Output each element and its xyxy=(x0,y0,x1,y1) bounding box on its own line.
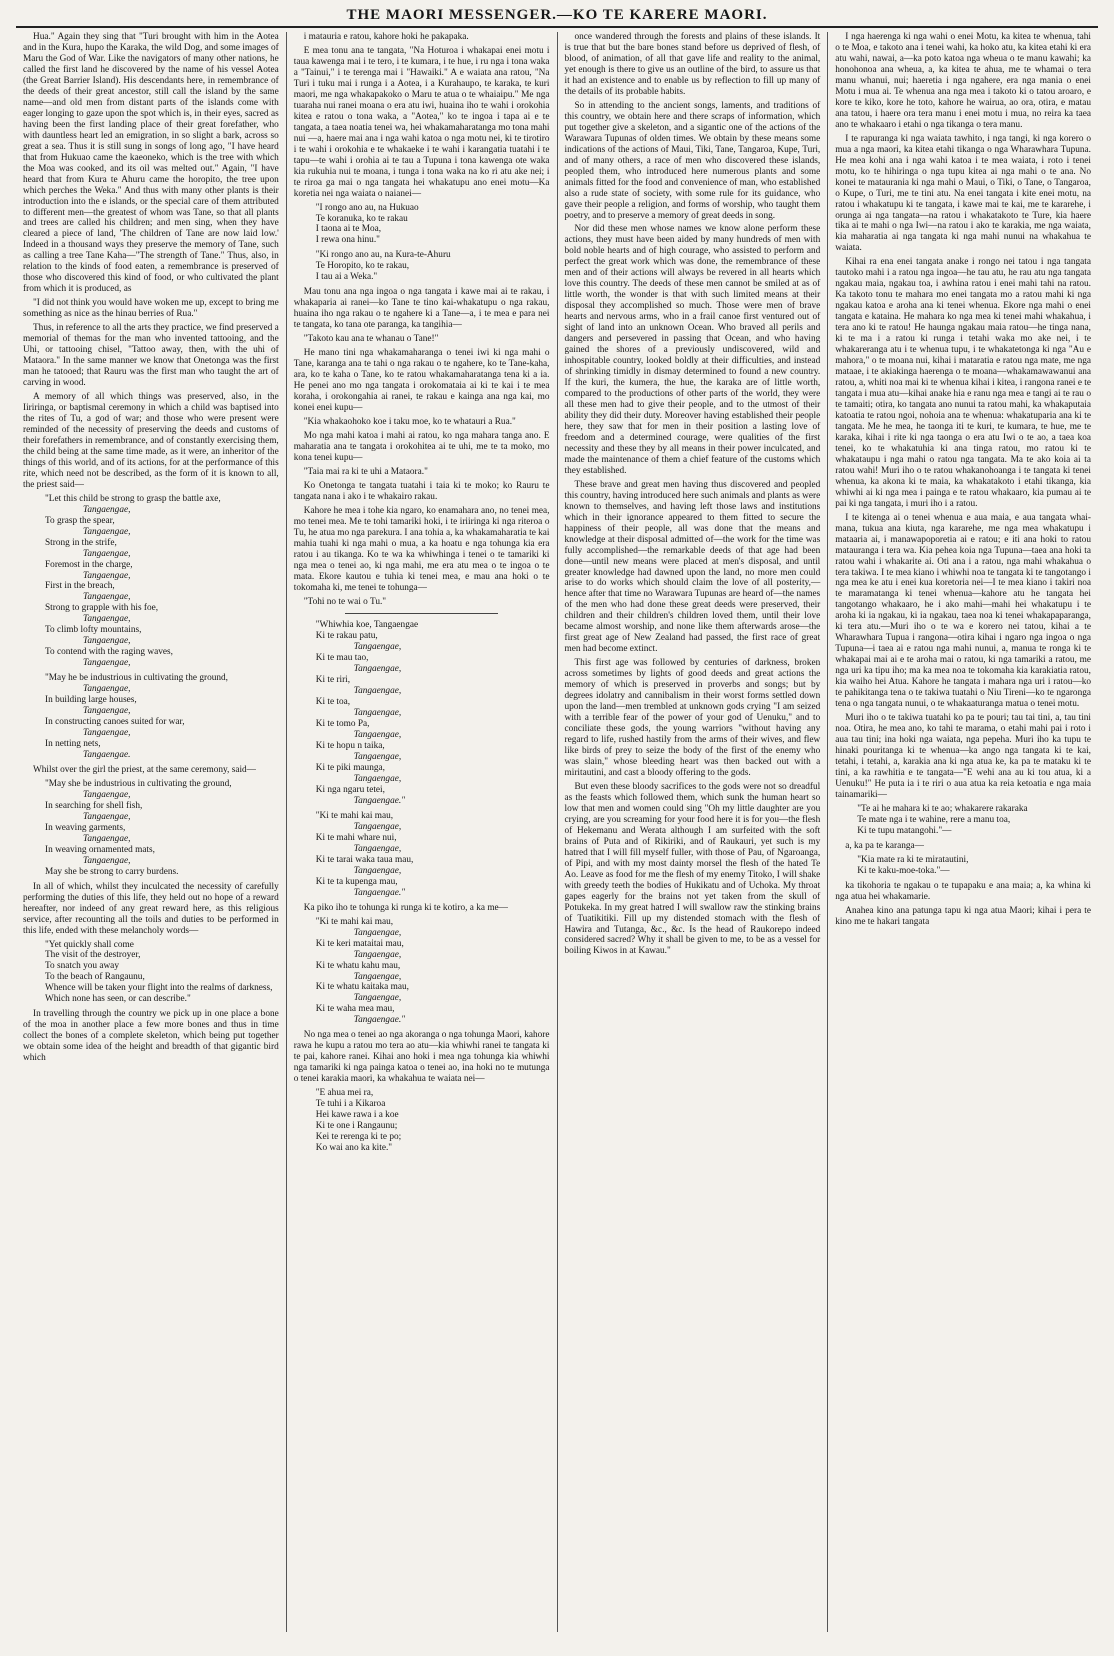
chant-refrain: Tangaengae." xyxy=(353,1015,406,1026)
paragraph: A memory of all which things was preserved, also, in the Iiriringa, or baptismal ceremony in which a child was baptised into the rites of Tu, a god of war; and those who were present were reminded of the necessity of preserving the deeds and customs of their forefathers in remembrance, and of constantly exercising them, the child being at the same time made, as it were, an inheritor of the things of this world, and of its actions, for at the performance of this rite, which need not be described, as the form of it is known to all, the priest said— xyxy=(23,392,279,490)
chant-line: "Let this child be strong to grasp the battle axe, xyxy=(45,493,221,504)
chant-line: "May she be industrious in cultivating the ground, xyxy=(45,778,232,789)
chant-line: To snatch you away xyxy=(45,961,119,972)
paragraph: once wandered through the forests and plains of these islands. It is true that but the bare bones stand before us deprived of flesh, of blood, of animation, of all that gave life and reality to the animal, yet enough is there to give us an outline of the bird, to assure us that it had an existence and to enable us by reflection to fill up many of the details of its probable habits. xyxy=(564,32,821,97)
chant-block xyxy=(23,494,279,670)
chant-line: Ki te mahi whare nui, xyxy=(315,832,397,843)
paragraph: These brave and great men having thus discovered and peopled this country, having introduced here such animals and plants as were known to themselves, and having left those laws and institutions which in their ignorance appeared to them fitted to secure the happiness of their people, all was done that the means and knowledge at their disposal admitted of—the work for the time was fully accomplished—the remarkable deeds of that age had been done—until new means were placed at men's disposal, and until greater knowledge had dawned upon the land, no more men could arise to do works which should claim the love of all posterity,—hence after that time no Warawara Tupunas are heard of—the names of the men who had done these great deeds were preserved, their children and their children's children loved them, until their love became almost worship, and none like them afterwards arose—the first great age of New Zealand had passed, the first race of great men had become extinct. xyxy=(564,479,821,655)
paragraph: In travelling through the country we pick up in one place a bone of the moa in another place a few more bones and thus in time collect the bones of a complete skeleton, which being put together we obtain some idea of the height and breadth of that gigantic bird which xyxy=(23,1009,279,1064)
chant-line: Whence will be taken your flight into the realms of darkness, xyxy=(45,983,273,994)
paragraph: I nga haerenga ki nga wahi o enei Motu, ka kitea te whenua, tahi o te Moa, e takoto ana i tenei wahi, ka hoko atu, ka kitea etahi ki era atu wahi, nawai, a—ka poto katoa nga wheua o te manu kawahi; ka honohonoa ana wheua, a, ka kitea te ahua, me te whamai o tera manu whanui, nui; haeretia i nga ngahere, era nga mania o enei Motu i mua ai. Te whenua ana nga mea i takoto ki o tatou aroaro, e kore te kiko, kore he toto, kahore he wairua, ao ora, otira, e matau ana tatou, i haere ora tera manu i enei motu i mua, no reira ka taea ano te whakaaro i etahi o nga tikanga o tera manu. xyxy=(835,32,1091,130)
chant-refrain: Tangaengae, xyxy=(83,684,131,695)
chant-line: I rewa ona hinu." xyxy=(315,235,380,246)
chant-block xyxy=(835,804,1091,837)
chant-refrain: Tangaengae, xyxy=(353,843,402,854)
paragraph: Muri iho o te takiwa tuatahi ko pa te pouri; tau tai tini, a, tau tini noa. Otira, he mea ano, ko tahi te marama, o etahi mahi pai i roto i aua tau tini; ina hoki nga waiata, nga pepeha. Muri iho ka tupu te hinaki pouritanga ki te whenua—ka ango nga tangata ki te kai, tetahi, i tetahi, a, karakia ana ki nga atua ke, ka pa te mataku ki te tini, a ka rawhitia e te tangata—"E wehi ana au ki tou atua, ki a Uenuku!" He puta ia i te riri o aua atua ka reia ketoatia e nga maia tainamariki— xyxy=(835,713,1091,800)
chant-line: "Ki te mahi kai mau, xyxy=(315,810,394,821)
chant-line: Ko wai ano ka kite." xyxy=(315,1143,393,1154)
chant-block xyxy=(294,917,550,1027)
chant-refrain: Tangaengae, xyxy=(83,728,131,739)
quote: "Taia mai ra ki te uhi a Mataora." xyxy=(303,466,428,477)
chant-line: Hei kawe rawa i a koe xyxy=(315,1110,399,1121)
chant-refrain: Tangaengae. xyxy=(83,750,131,760)
chant-line: Ki te waha mea mau, xyxy=(315,1004,395,1015)
column-1-english xyxy=(16,32,287,1632)
chant-refrain: Tangaengae, xyxy=(83,570,131,581)
chant-line: I tau ai a Weka." xyxy=(315,272,378,283)
paragraph: I te kitenga ai o tenei whenua e aua maia, e aua tangata whai-mana, tukua ana kiuta, nga kararehe, me nga mea whakatupu i mataaria ai, i manawapoporetia ai e ratou; e iti ana hoki to ratou matauranga i tera wa. Kia pehea koia nga Tupuna—taea ana hoki ta ratou wahi i whakarite ai. Oti ana i a ratou, nga mahi whakahua o tera takiwa. I te mea kiano i whiwhi noa te tangata ki te tangotango i nga mea ke atu i enei kua koretoria nei—I te mea kiano i takiri noa te maramatanga ki tenei whenua—kahore atu he tangata hei tangotango whakaaro, he i ako mahi—mahi hei whakatupu i te aroha ki ia ngakau, ki ia ngakau, taea noa ki tenei whakapaparanga, ki tera atu.—Muri iho o te wa e korero nei tatou, kihai a te Wharawhara Tupua i rangona—otira kihai i ngaro nga ingoa o nga Tupuna—i taea ai e ratou nga mahi nunui, a, manua te ronga ki te whakapai mai ai e te aroha mai o ratou, ki nga tamariki a ratou, me nga uri ka tipu iho; ma ka mea noa te tokomaha kia karakiatia ratou, kia waiho hei Atua. Kahore he tangata i mahara nga uri i ratou—ko te pahikitanga tena o te takiwa tuatahi o Niu Tireni—ko te ngaronga tena o nga tangata nunui, o te whakaaturanga matua o tenei motu. xyxy=(835,512,1091,710)
chant-line: In weaving garments, xyxy=(45,822,126,833)
chant-refrain: Tangaengae, xyxy=(353,730,402,741)
chant-line: In weaving ornamented mats, xyxy=(45,844,155,855)
chant-line: Ki te kaku-moe-toka."— xyxy=(857,865,950,876)
chant-block xyxy=(294,620,550,806)
paragraph: Thus, in reference to all the arts they practice, we find preserved a memorial of themas for the man who invented tattooing, and the Uhi, or tattooing chisel, "Tattoo away, then, with the uhi of Mataora." In the same manner we know that Onetonga was the first man he tatooed; that Rauru was the first man who taught the art of carving in wood. xyxy=(23,323,279,389)
chant-line: In building large houses, xyxy=(45,695,137,706)
chant-line: "E ahua mei ra, xyxy=(315,1088,374,1099)
paragraph: Nor did these men whose names we know alone perform these actions, they must have been aided by many hundreds of men with bold noble hearts and of high courage, who assisted to perform and perfect the great work which was done, the remembrance of these men and of their actions will always be revered in all hearts which love this country. The deeds of these men cannot be smiled at as of little worth, the wonder is that with such limited means at their disposal they accomplished so much. Those were men of brave hearts and nervous arms, who in a frail canoe first ventured out of sight of land into an unknown Ocean. Who braved all perils and dangers and persevered in passing that Ocean, and who having gained the shores of a previously undiscovered, wild and inhospitable country, looked boldly at their difficulties, and instead of shrinking timidly in dismay determined to found a new country. If the kuri, the kumera, the hue, the karaka are of little worth, compared to the productions of other parts of the world, they were all these men had to give their people, and to the utmost of their ability they did their duty. Moreover having established their people here, they saw that for men in their position a lasting love of freedom and a determined courage, were qualities of the first necessity and these they by all means in their power inculcated, and made the maintenance of them a chief feature of the customs which they established. xyxy=(564,224,821,476)
quote: "I did not think you would have woken me up, except to bring me something as nice as the hinau berries of Rua." xyxy=(23,298,279,320)
chant-line: Ki te mau tao, xyxy=(315,653,369,664)
chant-line: "Ki te mahi kai mau, xyxy=(315,916,394,927)
paragraph: Kahore he mea i tohe kia ngaro, ko enamahara ano, no tenei mea, mo tenei mea. Me te tohi tamariki hoki, i te iriiringa ki nga riteroa o Tu, he atua mo nga parekura. I ana tohia a, ka whakamaharatia te kai mahia tuahi ki nga mahi o mua, a ka hoatu e nga tohunga kia era ratou i au tikanga. Ko te wa ka whiwhinga i tenei o te tamariki ki nga mea o tenei ao, ki nga mahi, me era atu mea o te ingoa o te mata. Ekore kautou e tuhia ki tenei mea, e mau ana hoki o te tokomaha ki, me tenei te tohunga— xyxy=(293,505,550,593)
chant-line: "Yet quickly shall come xyxy=(45,939,134,950)
chant-refrain: Tangaengae, xyxy=(83,811,131,822)
chant-line: Te mate nga i te wahine, rere a manu toa, xyxy=(857,814,1011,825)
chant-line: In searching for shell fish, xyxy=(45,800,143,811)
chant-refrain: Tangaengae." xyxy=(353,795,406,806)
masthead: THE MAORI MESSENGER.—KO TE KARERE MAORI. xyxy=(16,4,1098,28)
article-columns xyxy=(16,32,1098,1632)
paragraph: No nga mea o tenei ao nga akoranga o nga tohunga Maori, kahore rawa he kupu a ratou mo tera ao atu—kia whiwhi ranei te tangata ki te pai, kahore ranei. Kihai ano hoki i mea nga tohunga kia whiwhi nga tamariki ki nga painga katoa o tenei ao, ina hoki no te mutunga o tenei karakia maori, ka whakahua te waiata nei— xyxy=(293,1030,550,1085)
chant-line: Te tuhi i a Kikaroa xyxy=(315,1099,386,1110)
chant-line: Ki te one i Rangaunu; xyxy=(315,1121,398,1132)
chant-refrain: Tangaengae, xyxy=(353,971,402,982)
chant-line: Ki te tupu matangohi."— xyxy=(857,825,952,836)
chant-line: Ki te riri, xyxy=(315,675,351,686)
chant-line: Ki te ta kupenga mau, xyxy=(315,876,398,887)
quote: "Takoto kau ana te whanau o Tane!" xyxy=(303,334,439,345)
chant-block xyxy=(23,673,279,761)
chant-refrain: Tangaengae, xyxy=(353,708,402,719)
chant-block xyxy=(23,940,279,1006)
chant-refrain: Tangaengae, xyxy=(353,664,402,675)
paragraph: Anahea kino ana patunga tapu ki nga atua Maori; kihai i pera te kino me te hakari tangata xyxy=(835,905,1091,927)
chant-refrain: Tangaengae, xyxy=(353,686,402,697)
chant-block xyxy=(835,855,1091,877)
chant-line: Ki te hopu n taika, xyxy=(315,741,385,752)
chant-refrain: Tangaengae, xyxy=(353,752,402,763)
paragraph: This first age was followed by centuries of darkness, broken across sometimes by lights of good deeds and great actions the memory of which is preserved in proverbs and songs; but by degrees idolatry and cannibalism in their worst forms settled down upon the land—men trembled at unknown gods crying "I am seized with a terrible fear of the power of your god of Uenuku," and to conciliate these gods, the young warriors "without having any regard to life, rushed hastily from the arms of their wives, and flew like birds of prey to seize the body of the first of the enemy who was slain," whose bleeding heart was then backed out with a miritautini, and cast a bloody offering to the gods. xyxy=(564,658,821,778)
paragraph: Ko Onetonga te tangata tuatahi i taia ki te moko; ko Rauru te tangata nana i ako i te whakairo rakau. xyxy=(293,480,550,502)
paragraph: Kihai ra ena enei tangata anake i rongo nei tatou i nga tangata tautoko mahi i a ratou nga ingoa—he tau atu, he rau atu nga tangata ngakau maia, ngakau toa, i awhina ratou i enei mahi tahi na ratou. Ka takoto tonu te mahara mo enei tangata mo a ratou mahi ki nga ngakau katoa e aroha ana ki tenei whenua. Ekore nga mahi o enei tangata e kataina. He mahara ko nga mea ki tenei mahi whakahua, i tera ano ki te ratou! He haunga ngakau maia ratou—he tinga nana, ki te ma i a ratou ki runga i tetahi waka mo ake nei, i te whakareranga atu i te whenua tupu, i te whakatetonga ki nga "Au e mahora," o te moana nui, kihai i mataratia e ratou nga mate, me nga mataae, i te akiakinga haerenga o te moana—whakamawawanui ana ratou, a, whiti noa mai ki te whenua kihai i kitea, i rangona ranei e te tangata i mua atu—kihai anake hia e ranu nga mea e tangi ai te rau o te tamaiti; otira, ko tangata ano nunui ta ratou mahi, ka whakaputaia katoatia te ratou ngoi, nohoia ana te whenua: whakatuparia ana ki te tangata. Me he mea, he taonga iti te kuri, te kumara, te hue, me te karaka, kihai i rite ki nga taonga o era atu Iwi o te ao, a taea koa tenei, ko te whakatuhia ki ana tinga ratou, mo ratou ki te whakataupu i nga mahi o ratou nga tangata. Ma te ako koia ai ta ratou wahi! Muri iho o te ratou whakanohoanga i te tangata ki tenei whenua, ka akona ki te maia, ka whakatakoto i etahi tikanga, kia whiwhi ai ki nga mea i painga e te ratou whakaaro, kia pumau ai te pai ki nga tangata, i muri iho i a ratou. xyxy=(835,257,1091,509)
chant-refrain: Tangaengae, xyxy=(83,526,131,537)
chant-block xyxy=(294,250,550,283)
chant-line: "May he be industrious in cultivating the ground, xyxy=(45,673,228,684)
chant-block xyxy=(294,811,550,899)
chant-line: In constructing canoes suited for war, xyxy=(45,717,185,728)
chant-line: "Ki rongo ano au, na Kura-te-Ahuru xyxy=(315,250,451,261)
chant-line: To climb lofty mountains, xyxy=(45,625,142,636)
paragraph: Whilst over the girl the priest, at the same ceremony, said— xyxy=(33,764,256,775)
chant-line: First in the breach, xyxy=(45,581,115,592)
chant-line: Ki te whatu kahu mau, xyxy=(315,960,401,971)
paragraph: E mea tonu ana te tangata, "Na Hoturoa i whakapai enei motu i taua kawenga mai i te tero, i te kumara, i te hue, i ru nga i tona waka a "Tainui," i te terenga mai i "Hawaiki." A e waiata ana ratou, "Na Turi i tuku mai i runga i a Aotea, i a Kurahaupo, te karaka, te kuri maori, me nga whakapakoko o Maru te atua o te whaiaipu." Me nga tuaraha nui ranei moana o era atu iwi, huaina iho te wahi i orokohia kitea e ratou o tona waka, a "Aotea," ko te ingoa i tapa ai e te tangata, a taea noatia tenei wa, hei whakamaharatanga mo tona mahi nui —a, haere mai ana i nga wahi katoa o nga motu nei, ki te tirotiro i te wahi i orokohia e te whakaeke i te wahi i karangatia tuatahi i te tapu—te wahi i orohia ai te tau a Tupuna i tona kawenga ote waka kia rukuhia nui te moana, i tunga i tona waka na ko ri atu ake nei; i te riroa ga mai o nga tangata hei whakatupu ano enei motu—Ka koretia nei nga waiata o naianei— xyxy=(293,45,550,199)
chant-line: I taona ai te Moa, xyxy=(315,224,382,235)
chant-refrain: Tangaengae, xyxy=(83,658,131,669)
chant-refrain: Tangaengae, xyxy=(83,548,131,559)
chant-refrain: Tangaengae, xyxy=(83,833,131,844)
chant-refrain: Tangaengae, xyxy=(83,706,131,717)
paragraph: i matauria e ratou, kahore hoki he pakapaka. xyxy=(303,32,469,42)
chant-line: Ki te rakau patu, xyxy=(315,631,378,642)
chant-block xyxy=(23,779,279,878)
chant-refrain: Tangaengae, xyxy=(83,592,131,603)
chant-line: The visit of the destroyer, xyxy=(45,950,141,961)
paragraph: I te rapuranga ki nga waiata tawhito, i nga tangi, ki nga korero o mua a nga maori, ka kitea etahi tikanga o nga Wharawhara Tupuna. He mea kohi ana i nga wahi katoa i te mea waiata, i roto i tenei motu, ko te hihiringa o nga tupu kitea ai nga mahi o te ana. No konei te mataurania ki nga mahi o Maui, o Tiki, o Tane, o Tangaroa, o Kupe, o Turi, me te tini atu. Na enei tangata i kite enei motu, na ratou i whakatupu ki te tangata, i kawe mai te kai, me te kararehe, i orunga ai nga tangata—na ratou i whakatakoto te Ture, kia haere tika ai te mahi o nga Iwi—na ratou i ako te karakia, me nga waiata, kia maharatia ai nga tangata ki nga mahi nunui na whakahua te waiata. xyxy=(835,133,1091,254)
paragraph: In all of which, whilst they inculcated the necessity of carefully performing the duties of this life, they held out no hope of a reward hereafter, nor indeed of any great reward here, as this religious service, after recounting all the toils and duties to be performed in this life, ended with these melancholy words— xyxy=(23,881,279,936)
column-3-english xyxy=(558,32,829,1632)
chant-refrain: Tangaengae, xyxy=(353,774,402,785)
paragraph: But even these bloody sacrifices to the gods were not so dreadful as the feasts which followed them, which sunk the human heart so low that men and women could sing "Oh my little daughter are you crying, are you screaming for your food here it is for you—the flesh of Hekemanu and Werata although I am surfeited with the soft brains of Puta and of Rikiriki, and of Raukauri, yet such is my hatred that I will fill myself fuller, with those of Pau, of Ngaroanga, of Pipi, and with my most dainty morsel the flesh of the hated Te Ao. Leave as food for me the flesh of my enemy Titoko, I will shake with greedy teeth the bodies of Hukikatu and of Uchoka. My throat gapes eagerly for the brains not yet taken from the skull of Potukeka. In my great hatred I will swallow raw the stinking brains of Tuatikitiki. Fill up my distended stomach with the flesh of Hawira and Tutanga, &c., &c. Is the head of Raukorepo indeed considered sacred? Why it shall be given to me, to be as a vessel for boiling Kiwos in at Kawau." xyxy=(564,781,821,957)
chant-line: Te koranuka, ko te rakau xyxy=(315,213,408,224)
chant-block xyxy=(294,203,550,247)
chant-line: Strong in the strife, xyxy=(45,537,117,548)
paragraph: Mau tonu ana nga ingoa o nga tangata i kawe mai ai te rakau, i whakaparia ai ranei—ko Tane te tino kai-whakatupu o nga rakau, huaina iho nga rakau o te ngahere ki a Tane—a, i te mea e para nei te tangata, ko tana ote paranga, ka tangihia— xyxy=(293,287,550,331)
paragraph: a, ka pa te karanga— xyxy=(845,840,924,851)
chant-refrain: Tangaengae, xyxy=(353,993,402,1004)
chant-line: "Te ai he mahara ki te ao; whakarere rakaraka xyxy=(857,803,1028,814)
quote: "Tohi no te wai o Tu." xyxy=(303,596,387,607)
chant-line: Ki nga ngaru tetei, xyxy=(315,785,385,795)
column-4-maori xyxy=(828,32,1098,1632)
chant-line: May she be strong to carry burdens. xyxy=(45,866,179,877)
chant-line: Foremost in the charge, xyxy=(45,559,133,570)
chant-line: "I rongo ano au, na Hukuao xyxy=(315,202,419,213)
chant-block xyxy=(294,1088,550,1154)
paragraph: Hua." Again they sing that "Turi brought with him in the Aotea and in the Kura, hupo the Karaka, the wild Dog, and some images of Maru the God of War. Like the navigators of many other nations, he called the first land he discovered by the name of his vessel Aotea (the Great Barrier Island). His descendants here, in remembrance of the deeds of their great ancestor, still call the island by the same name—and old men from distant parts of the islands come with eager longing to gaze upon the spot which is, in their eyes, sacred as having been the first landing place of their great forefather, who with dauntless heart led an emigration, in so slight a bark, across so great a sea. Thus it is still sung in songs of long ago, "I have heard that from Hukuao came the kaeoneko, which is the tree with which the Moa was cooked, and its oil was melted out." Again, "I have heard that from Kura te Ahuru came the horopito, the tree upon which perches the Weka." And thus with many other plants is their introduction into the e islands, or the special care of them attributed to different men—the greatest of whom was Tane, so that all plants and trees are called his children; and men sing, when they have cleared a piece of land, 'The children of Tane are now laid low.' Indeed in a thousand ways they preserve the memory of Tane, such as calling a tree Tane Kaha—"The strength of Tane." Thus, also, in relation to the kinds of food eaten, a remembrance is preserved of those who discovered this kind of food, or who cultivated the plant from which it is produced, as xyxy=(23,32,279,295)
chant-line: Strong to grapple with his foe, xyxy=(45,603,159,614)
chant-refrain: Tangaengae, xyxy=(353,865,402,876)
chant-line: Te Horopito, ko te rakau, xyxy=(315,261,410,272)
chant-refrain: Tangaengae, xyxy=(83,504,131,515)
chant-refrain: Tangaengae, xyxy=(83,636,131,647)
chant-line: Ki te whatu kaitaka mau, xyxy=(315,982,409,993)
paragraph: Ka piko iho te tohunga ki runga ki te kotiro, a ka me— xyxy=(303,902,508,913)
chant-refrain: Tangaengae, xyxy=(83,614,131,625)
column-2-maori xyxy=(287,32,558,1632)
paragraph: He mano tini nga whakamaharanga o tenei iwi ki nga mahi o Tane, karanga ana te tahi o nga rakau o te ngahere, ko te Tane-kaha, ara, ko te kaha o Tane, ko te ratou whakamaharatanga tena ki a ia. He penei ano mo nga tangata i orokomataia ai ki te kai i te mea koraha, i orokongahia ai ranei, te rakau e kainga ana nga kai, mo konei enei kupu— xyxy=(293,348,550,413)
chant-refrain: Tangaengae, xyxy=(353,642,402,653)
chant-line: Ki te piki maunga, xyxy=(315,763,385,774)
chant-line: Kei te rerenga ki te po; xyxy=(315,1132,402,1143)
chant-refrain: Tangaengae." xyxy=(353,887,406,898)
chant-refrain: Tangaengae, xyxy=(353,927,402,938)
chant-refrain: Tangaengae, xyxy=(83,855,131,866)
chant-line: Ki te keri mataitai mau, xyxy=(315,938,404,949)
chant-line: Ki te tarai waka taua mau, xyxy=(315,854,414,865)
chant-line: Ki te tomo Pa, xyxy=(315,719,370,730)
paragraph: ka tikohoria te ngakau o te tupapaku e ana maia; a, ka whina ki nga atua hei whakamarie. xyxy=(835,880,1091,902)
chant-line: "Whiwhia koe, Tangaengae xyxy=(315,620,419,631)
chant-line: Ki te toa, xyxy=(315,697,351,708)
chant-refrain: Tangaengae, xyxy=(353,821,402,832)
chant-line: Which none has seen, or can describe." xyxy=(45,994,191,1005)
chant-line: To grasp the spear, xyxy=(45,515,115,526)
paragraph: So in attending to the ancient songs, laments, and traditions of this country, we obtain here and there scraps of information, which put together give a skeleton, and a sigantic one of the actions of the Warawara Tupunas of olden times. We obtain by these means some indications of the actions of Maui, Tiki, Tane, Tangaroa, Kupe, Turi, and of many others, a race of men who discovered these islands, peopled them, who introduced here numerous plants and some animals fitted for the food and convenience of man, who established also a rude state of society, with some rule for its guidance, who gave their people a religion, and forms of worship, who taught them poetry, and to preserve a memory of great deeds in song. xyxy=(564,100,821,221)
paragraph: Mo nga mahi katoa i mahi ai ratou, ko nga mahara tanga ano. E maharatia ana te tangata i orokohitea ai te uhi, me te ta moko, mo kona tenei kupu— xyxy=(293,430,550,463)
chant-line: "Kia mate ra ki te miratautini, xyxy=(857,854,969,865)
chant-refrain: Tangaengae, xyxy=(353,949,402,960)
quote: "Kia whakaohoko koe i taku moe, ko te whatauri a Rua." xyxy=(303,416,516,427)
chant-line: In netting nets, xyxy=(45,739,101,750)
section-rule xyxy=(345,613,498,614)
chant-line: To contend with the raging waves, xyxy=(45,647,173,658)
chant-refrain: Tangaengae, xyxy=(83,789,131,800)
chant-line: To the beach of Rangaunu, xyxy=(45,972,145,983)
